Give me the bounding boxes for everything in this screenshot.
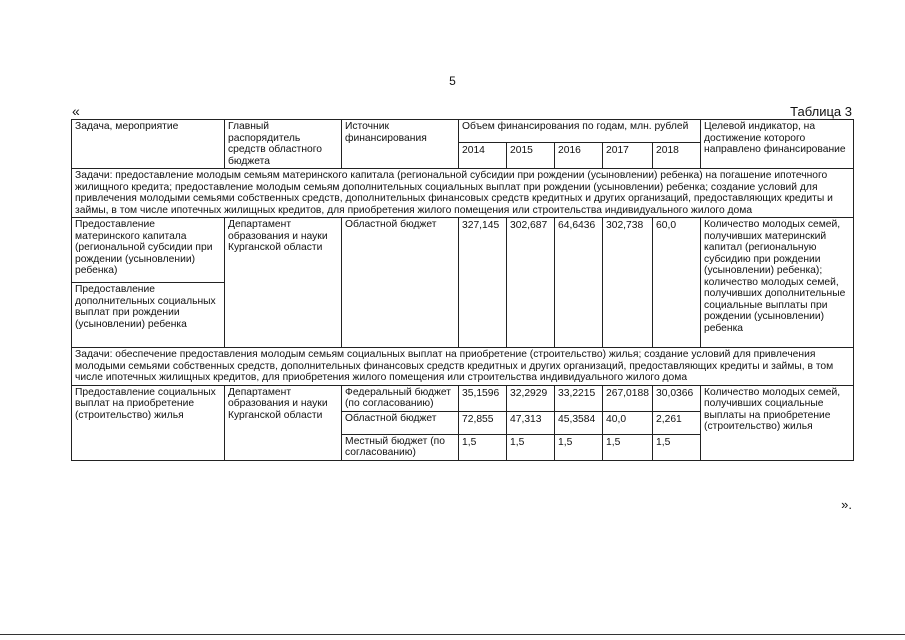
- section1-tasks-row: [72, 169, 854, 218]
- closing-quote: ».: [841, 497, 852, 512]
- section1-value-2018: 60,0: [653, 218, 701, 348]
- section2-indicator: Количество молодых семей, получивших социальные выплаты на приобретение (строительство) жилья: [701, 385, 854, 460]
- header-indicator: Целевой индикатор, на достижение которого направлено финансирование: [701, 120, 854, 169]
- section1-row1: [72, 218, 854, 283]
- section2-source-federal: Федеральный бюджет (по согласованию): [342, 385, 459, 411]
- section2-federal-2014: 35,1596: [459, 385, 507, 411]
- section1-measure1: Предоставление материнского капитала (региональной субсидии при рождении (усыновлении) ребенка): [72, 218, 225, 283]
- section1-manager: Департамент образования и науки Курганской области: [225, 218, 342, 348]
- section2-local-2016: 1,5: [555, 434, 603, 460]
- section2-tasks: Задачи: обеспечение предоставления молодым семьям социальных выплат на приобретение (строительство) жилья; создание условий для привлечения молодыми семьями собственных средств, дополнительных финансовых средств кредитных и других организаций, предоставляющих кредиты и займы, в том числе ипотечных жилищных кредитов, для приобретения жилого помещения или строительства индивидуального жилого дома: [72, 348, 854, 386]
- table-caption: Таблица 3: [790, 104, 852, 119]
- section2-regional-2014: 72,855: [459, 411, 507, 434]
- opening-quote: «: [72, 103, 80, 119]
- section2-source-local: Местный бюджет (по согласованию): [342, 434, 459, 460]
- section2-regional-2015: 47,313: [507, 411, 555, 434]
- section1-tasks: Задачи: предоставление молодым семьям материнского капитала (региональной субсидии при рождении (усыновлении) ребенка) на погашение ипотечного жилищного кредита; предоставление молодым семьям дополнительных социальных выплат при рождении (усыновлении) ребенка; создание условий для привлечения молодыми семьями собственных средств, дополнительных финансовых средств кредитных и других организаций, предоставляющих кредиты и займы, в том числе ипотечных жилищных кредитов, для приобретения жилого помещения или строительства индивидуального жилого дома: [72, 169, 854, 218]
- header-volume: Объем финансирования по годам, млн. рублей: [459, 120, 701, 143]
- section1-value-2016: 64,6436: [555, 218, 603, 348]
- year-2016: 2016: [555, 142, 603, 168]
- section2-regional-2018: 2,261: [653, 411, 701, 434]
- section1-value-2015: 302,687: [507, 218, 555, 348]
- section2-federal-2016: 33,2215: [555, 385, 603, 411]
- year-2017: 2017: [603, 142, 653, 168]
- section2-local-2014: 1,5: [459, 434, 507, 460]
- section2-measure: Предоставление социальных выплат на приобретение (строительство) жилья: [72, 385, 225, 460]
- year-2015: 2015: [507, 142, 555, 168]
- section2-federal-2017: 267,0188: [603, 385, 653, 411]
- header-row: [72, 120, 854, 143]
- section2-federal-2018: 30,0366: [653, 385, 701, 411]
- section2-manager: Департамент образования и науки Курганской области: [225, 385, 342, 460]
- section2-regional-2016: 45,3584: [555, 411, 603, 434]
- header-manager: Главный распорядитель средств областного бюджета: [225, 120, 342, 169]
- header-task: Задача, мероприятие: [72, 120, 225, 169]
- section2-local-2018: 1,5: [653, 434, 701, 460]
- section2-source-regional: Областной бюджет: [342, 411, 459, 434]
- section1-source: Областной бюджет: [342, 218, 459, 348]
- section1-value-2014: 327,145: [459, 218, 507, 348]
- section2-tasks-row: [72, 348, 854, 386]
- section2-row1: [72, 385, 854, 411]
- year-2014: 2014: [459, 142, 507, 168]
- section2-local-2015: 1,5: [507, 434, 555, 460]
- section2-regional-2017: 40,0: [603, 411, 653, 434]
- funding-table: [71, 119, 854, 461]
- page-number: 5: [449, 74, 456, 88]
- bottom-divider: [0, 634, 905, 635]
- section1-indicator: Количество молодых семей, получивших материнский капитал (региональную субсидию при рождении (усыновлении) ребенка); количество молодых семей, получивших дополнительные социальные выплаты при рождении (усыновлении) ребенка: [701, 218, 854, 348]
- header-source: Источник финансирования: [342, 120, 459, 169]
- section1-measure2: Предоставление дополнительных социальных выплат при рождении (усыновлении) ребенка: [72, 283, 225, 348]
- section2-federal-2015: 32,2929: [507, 385, 555, 411]
- section1-value-2017: 302,738: [603, 218, 653, 348]
- year-2018: 2018: [653, 142, 701, 168]
- section2-local-2017: 1,5: [603, 434, 653, 460]
